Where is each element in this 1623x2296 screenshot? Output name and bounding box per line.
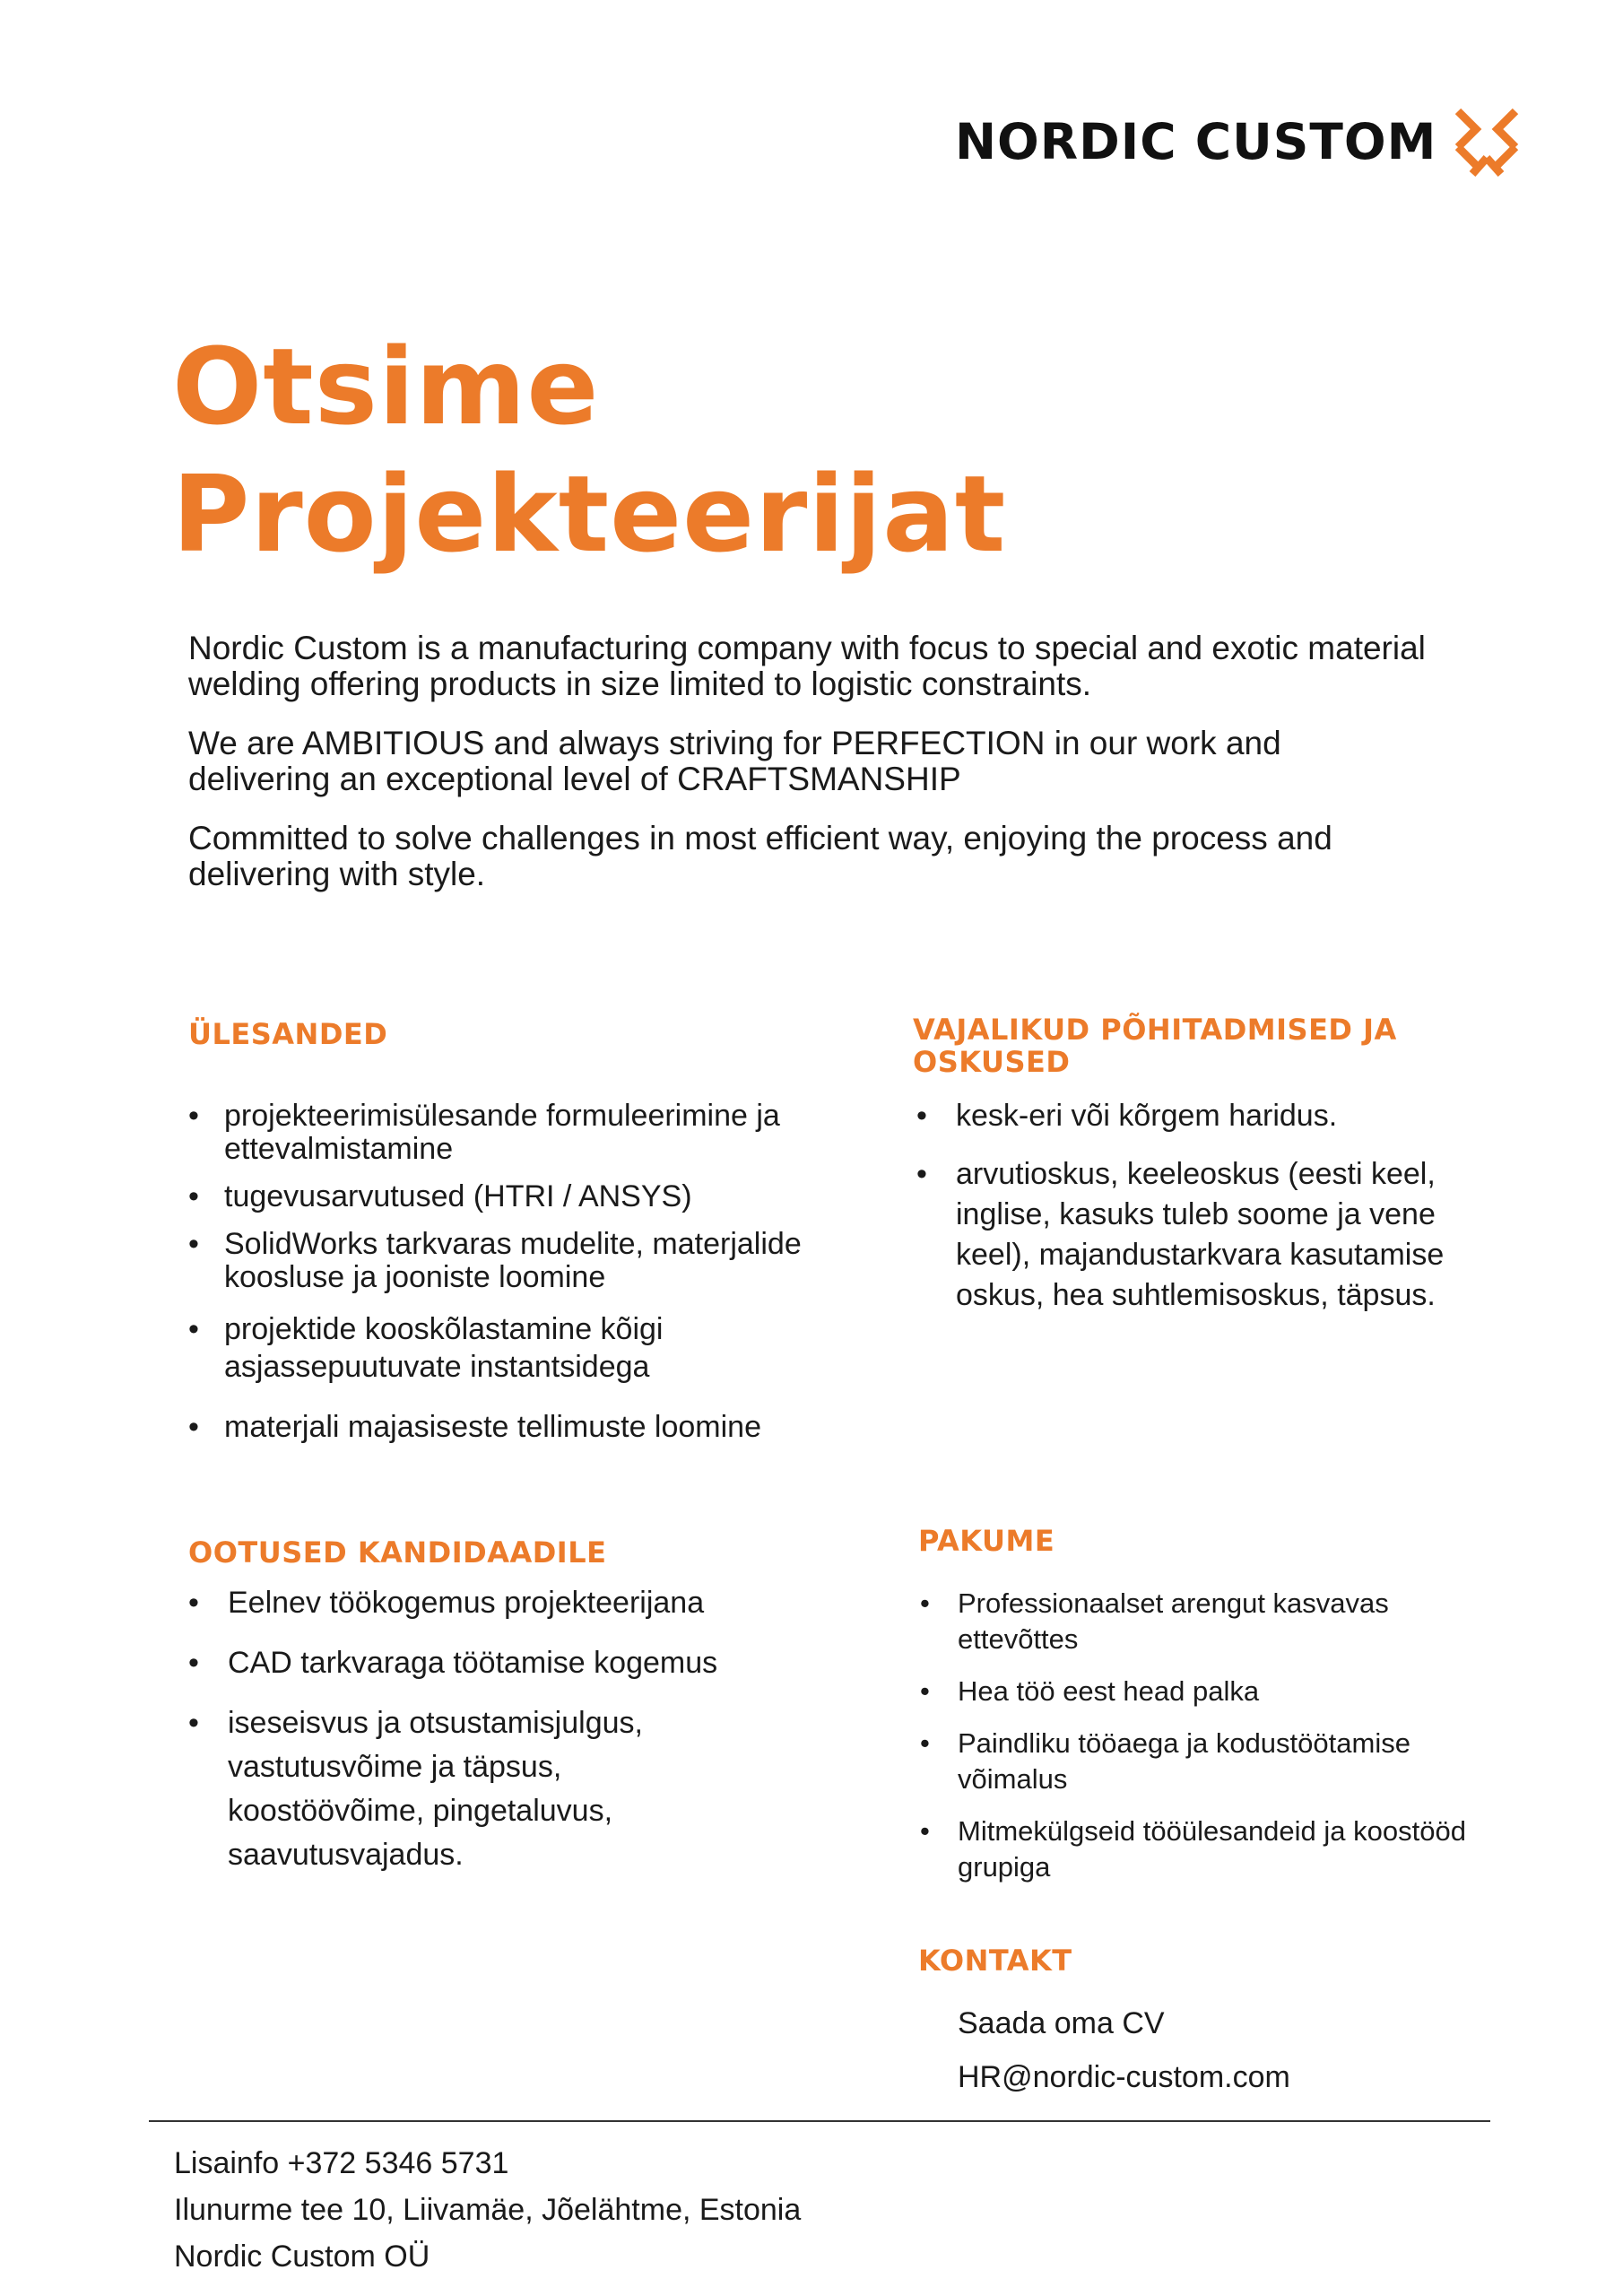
- list-item: • projektide kooskõlastamine kõigi asjassepuutuvate instantsidega: [188, 1310, 888, 1386]
- section-ulesanded: [188, 1018, 888, 1444]
- ulesanded-list: [188, 1100, 888, 1444]
- section-kontakt: [918, 1944, 1492, 2104]
- list-item: • Paindliku tööaega ja kodustöötamise võimalus: [920, 1726, 1492, 1797]
- list-item: • projekteerimisülesande formuleerimine ja ettevalmistamine: [188, 1100, 888, 1166]
- list-item: • Eelnev töökogemus projekteerijana: [188, 1581, 888, 1625]
- section-heading: VAJALIKUD PÕHITADMISED JA OSKUSED: [913, 1013, 1397, 1079]
- list-item: • Hea töö eest head palka: [920, 1674, 1492, 1709]
- company-logo: [955, 106, 1519, 178]
- footer-company: Nordic Custom OÜ: [174, 2239, 430, 2274]
- page-title: [172, 323, 1006, 578]
- list-item: • kesk-eri või kõrgem haridus.: [916, 1096, 1496, 1136]
- contact-cv-text: Saada oma CV: [958, 2006, 1165, 2040]
- section-heading: ÜLESANDED: [188, 1017, 388, 1051]
- title-line-1: Otsime: [172, 325, 600, 448]
- list-item: • materjali majasiseste tellimuste loomine: [188, 1411, 888, 1444]
- ootused-list: [188, 1581, 888, 1877]
- list-item: • Professionaalset arengut kasvavas ettevõttes: [920, 1586, 1492, 1657]
- highlight-word: AMBITIOUS: [301, 725, 485, 761]
- intro-text: [188, 631, 1426, 916]
- footer-divider: [149, 2120, 1490, 2122]
- title-line-2: Projekteerijat: [172, 452, 1007, 576]
- list-item: • Mitmekülgseid tööülesandeid ja koostööd grupiga: [920, 1813, 1492, 1885]
- contact-lines: [918, 1996, 1492, 2104]
- intro-paragraph: We are AMBITIOUS and always striving for PERFECTION in our work and delivering an exceptional level of CRAFTSMANSHIP: [188, 725, 1281, 797]
- highlight-word: CRAFTSMANSHIP: [677, 761, 961, 797]
- section-heading: OOTUSED KANDIDAADILE: [188, 1535, 607, 1570]
- section-heading: KONTAKT: [918, 1944, 1072, 1978]
- section-ootused: [188, 1536, 888, 1877]
- highlight-word: PERFECTION: [830, 725, 1046, 761]
- footer: [174, 2140, 801, 2280]
- section-heading: PAKUME: [918, 1524, 1055, 1558]
- list-item: • SolidWorks tarkvaras mudelite, materjalide koosluse ja jooniste loomine: [188, 1228, 888, 1294]
- logo-text: NORDIC CUSTOM: [955, 113, 1437, 170]
- footer-address: Ilunurme tee 10, Liivamäe, Jõelähtme, Estonia: [174, 2193, 802, 2227]
- section-pakume: [918, 1525, 1492, 1885]
- oskused-list: [913, 1096, 1496, 1316]
- intro-paragraph: Committed to solve challenges in most efficient way, enjoying the process and delivering with style.: [188, 820, 1332, 892]
- footer-phone: Lisainfo +372 5346 5731: [174, 2146, 509, 2180]
- contact-email-link[interactable]: HR@nordic-custom.com: [958, 2060, 1290, 2094]
- section-oskused: [913, 1013, 1496, 1316]
- list-item: • iseseisvus ja otsustamisjulgus, vastutusvõime ja täpsus, koostöövõime, pingetaluvus, saavutusvajadus.: [188, 1701, 766, 1877]
- pakume-list: [918, 1586, 1492, 1885]
- list-item: • CAD tarkvaraga töötamise kogemus: [188, 1641, 888, 1685]
- list-item: • tugevusarvutused (HTRI / ANSYS): [188, 1180, 888, 1213]
- list-item: • arvutioskus, keeleoskus (eesti keel, inglise, kasuks tuleb soome ja vene keel), majandustarkvara kasutamise oskus, hea suhtlemisoskus, täpsus.: [916, 1154, 1496, 1316]
- intro-paragraph: Nordic Custom is a manufacturing company with focus to special and exotic material welding offering products in size limited to logistic constraints.: [188, 630, 1426, 702]
- nordic-custom-mark-icon: [1454, 106, 1519, 178]
